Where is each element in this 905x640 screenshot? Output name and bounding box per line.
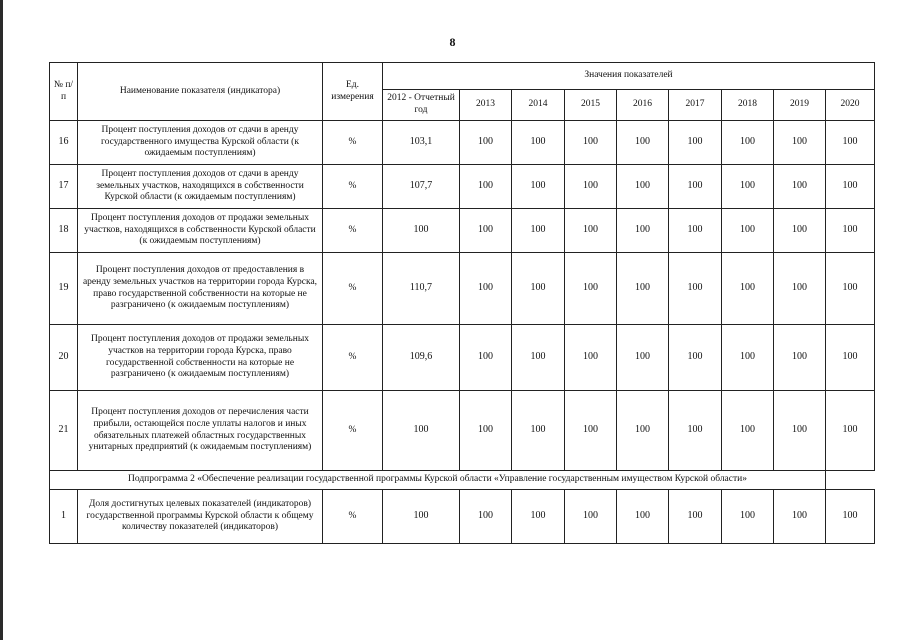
value-cell: 100: [669, 391, 722, 471]
header-year: 2013: [460, 90, 512, 121]
indicator-name: Доля достигнутых целевых показателей (индикаторов) государственной программы Курской области к общему количеству показателей (индикаторов): [78, 490, 323, 544]
value-cell: 100: [460, 391, 512, 471]
indicator-name: Процент поступления доходов от продажи земельных участков, находящихся в собственности Курской области (к ожидаемым поступлениям): [78, 209, 323, 253]
page-left-edge: [0, 0, 3, 640]
value-cell: 100: [722, 325, 774, 391]
value-cell: 107,7: [383, 165, 460, 209]
value-cell: 100: [722, 121, 774, 165]
value-cell: 100: [669, 253, 722, 325]
value-cell: 100: [460, 490, 512, 544]
table-row: [50, 253, 875, 325]
subprogram-row: [50, 471, 875, 490]
indicator-name: Процент поступления доходов от предоставления в аренду земельных участков на территории города Курска, право государственной собственности на которые не разграничено (к ожидаемым поступлениям): [78, 253, 323, 325]
value-cell: 100: [826, 253, 875, 325]
subprogram-title: Подпрограмма 2 «Обеспечение реализации государственной программы Курской области «Управление государственным имуществом Курской области»: [50, 471, 826, 490]
value-cell: 100: [722, 391, 774, 471]
unit-cell: %: [323, 209, 383, 253]
table-row: [50, 325, 875, 391]
value-cell: 100: [512, 165, 565, 209]
row-number: 17: [50, 165, 78, 209]
value-cell: 100: [774, 209, 826, 253]
unit-cell: %: [323, 391, 383, 471]
value-cell: 100: [565, 325, 617, 391]
table-header: [50, 63, 875, 121]
table-row: [50, 121, 875, 165]
row-number: 1: [50, 490, 78, 544]
value-cell: 100: [722, 209, 774, 253]
value-cell: 109,6: [383, 325, 460, 391]
value-cell: 100: [512, 253, 565, 325]
value-cell: 100: [383, 391, 460, 471]
header-year: 2016: [617, 90, 669, 121]
value-cell: 100: [383, 209, 460, 253]
page-number: 8: [449, 35, 456, 49]
indicators-table: [49, 62, 875, 544]
value-cell: 100: [617, 490, 669, 544]
value-cell: 100: [722, 490, 774, 544]
header-year: 2017: [669, 90, 722, 121]
row-number: 20: [50, 325, 78, 391]
unit-cell: %: [323, 253, 383, 325]
header-values-group: Значения показателей: [383, 63, 875, 90]
row-number: 16: [50, 121, 78, 165]
value-cell: 100: [722, 253, 774, 325]
header-name: Наименование показателя (индикатора): [78, 63, 323, 121]
value-cell: 100: [617, 165, 669, 209]
indicator-name: Процент поступления доходов от продажи земельных участков на территории города Курска, право государственной собственности на которые не разграничено (к ожидаемым поступлениям): [78, 325, 323, 391]
value-cell: 100: [512, 121, 565, 165]
unit-cell: %: [323, 490, 383, 544]
value-cell: 100: [565, 209, 617, 253]
value-cell: 100: [565, 253, 617, 325]
value-cell: 100: [669, 209, 722, 253]
value-cell: 100: [774, 325, 826, 391]
table-row: [50, 391, 875, 471]
table-row: [50, 209, 875, 253]
value-cell: 100: [460, 209, 512, 253]
value-cell: 100: [512, 391, 565, 471]
indicator-name: Процент поступления доходов от перечисления части прибыли, остающейся после уплаты налогов и иных обязательных платежей областных государственных унитарных предприятий (к ожидаемым поступлениям): [78, 391, 323, 471]
value-cell: 100: [460, 253, 512, 325]
value-cell: 100: [460, 325, 512, 391]
unit-cell: %: [323, 121, 383, 165]
value-cell: 100: [617, 209, 669, 253]
header-num: № п/п: [50, 63, 78, 121]
value-cell: 100: [774, 391, 826, 471]
value-cell: 100: [617, 391, 669, 471]
value-cell: 100: [774, 490, 826, 544]
value-cell: 100: [565, 121, 617, 165]
table-row: [50, 490, 875, 544]
value-cell: 100: [617, 325, 669, 391]
indicator-name: Процент поступления доходов от сдачи в аренду государственного имущества Курской области (к ожидаемым поступлениям): [78, 121, 323, 165]
unit-cell: %: [323, 325, 383, 391]
value-cell: 100: [669, 121, 722, 165]
table-body: [50, 121, 875, 544]
unit-cell: %: [323, 165, 383, 209]
value-cell: 100: [383, 490, 460, 544]
value-cell: 100: [774, 165, 826, 209]
value-cell: 100: [669, 490, 722, 544]
value-cell: 100: [617, 121, 669, 165]
header-year: 2020: [826, 90, 875, 121]
indicator-name: Процент поступления доходов от сдачи в аренду земельных участков, находящихся в собственности Курской области (к ожидаемым поступлениям): [78, 165, 323, 209]
value-cell: 100: [826, 391, 875, 471]
table-row: [50, 165, 875, 209]
value-cell: 100: [512, 490, 565, 544]
value-cell: 100: [774, 253, 826, 325]
value-cell: 100: [722, 165, 774, 209]
value-cell: 100: [826, 209, 875, 253]
value-cell: 100: [512, 325, 565, 391]
value-cell: 100: [460, 121, 512, 165]
value-cell: 110,7: [383, 253, 460, 325]
value-cell: 100: [826, 121, 875, 165]
value-cell: 100: [669, 165, 722, 209]
row-number: 19: [50, 253, 78, 325]
row-number: 21: [50, 391, 78, 471]
header-year: 2014: [512, 90, 565, 121]
row-number: 18: [50, 209, 78, 253]
value-cell: 100: [565, 490, 617, 544]
value-cell: 103,1: [383, 121, 460, 165]
value-cell: 100: [826, 325, 875, 391]
value-cell: 100: [669, 325, 722, 391]
header-year: 2019: [774, 90, 826, 121]
value-cell: 100: [565, 391, 617, 471]
header-year: 2012 - Отчетный год: [383, 90, 460, 121]
header-unit: Ед. измерения: [323, 63, 383, 121]
value-cell: 100: [512, 209, 565, 253]
value-cell: 100: [774, 121, 826, 165]
value-cell: 100: [617, 253, 669, 325]
value-cell: 100: [460, 165, 512, 209]
header-year: 2015: [565, 90, 617, 121]
value-cell: 100: [826, 165, 875, 209]
header-year: 2018: [722, 90, 774, 121]
value-cell: 100: [826, 490, 875, 544]
value-cell: 100: [565, 165, 617, 209]
